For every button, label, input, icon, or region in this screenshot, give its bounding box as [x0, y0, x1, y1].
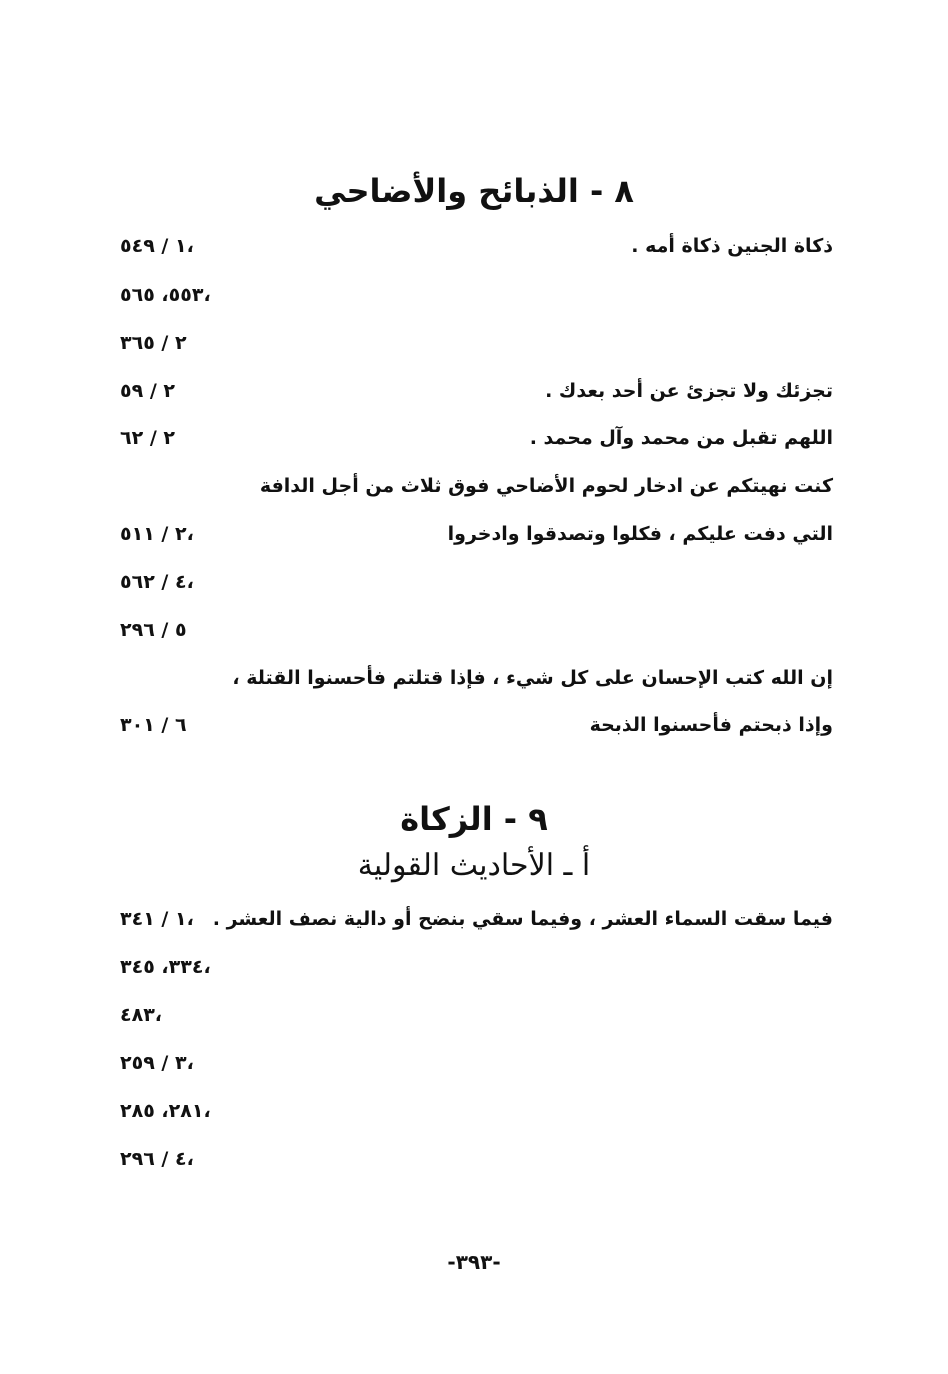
- section-9-subtitle: أ ـ الأحاديث القولية: [357, 848, 591, 883]
- reference: ٣ / ٢٥٩،: [120, 1052, 194, 1074]
- hadith-text: ذكاة الجنين ذكاة أمه .: [631, 235, 833, 257]
- reference: ٢٨١، ٢٨٥،: [120, 1100, 211, 1122]
- reference: ٦ / ٣٠١: [120, 714, 187, 736]
- hadith-text: اللهم تقبل من محمد وآل محمد .: [529, 427, 833, 449]
- reference: ٢ / ٥٩: [120, 380, 175, 402]
- reference: ٥٥٣، ٥٦٥،: [120, 284, 211, 306]
- reference: ٢ / ٥١١،: [120, 523, 194, 545]
- section-9-title: ٩ - الزكاة: [400, 800, 548, 838]
- hadith-text: وإذا ذبحتم فأحسنوا الذبحة: [589, 714, 833, 736]
- reference: ٤ / ٥٦٢،: [120, 571, 194, 593]
- hadith-text: فيما سقت السماء العشر ، وفيما سقي بنضح أو دالية نصف العشر .: [212, 908, 833, 930]
- reference: ٢ / ٣٦٥: [120, 332, 187, 354]
- reference: ٢ / ٦٢: [120, 427, 175, 449]
- page-number: -٣٩٣-: [447, 1250, 501, 1274]
- reference: ٤ / ٢٩٦،: [120, 1148, 194, 1170]
- reference: ١ / ٣٤١،: [120, 908, 194, 930]
- hadith-text: كنت نهيتكم عن ادخار لحوم الأضاحي فوق ثلاث من أجل الدافة: [259, 475, 833, 497]
- reference: ٣٣٤، ٣٤٥،: [120, 956, 211, 978]
- hadith-text: إن الله كتب الإحسان على كل شيء ، فإذا قتلتم فأحسنوا القتلة ،: [232, 667, 833, 689]
- reference: ٥ / ٢٩٦: [120, 619, 187, 641]
- reference: ١ / ٥٤٩،: [120, 235, 194, 257]
- reference: ٤٨٣،: [120, 1004, 163, 1026]
- hadith-text: تجزئك ولا تجزئ عن أحد بعدك .: [545, 380, 833, 402]
- hadith-text: التي دفت عليكم ، فكلوا وتصدقوا وادخروا: [447, 523, 833, 545]
- section-8-title: ٨ - الذبائح والأضاحي: [314, 172, 634, 210]
